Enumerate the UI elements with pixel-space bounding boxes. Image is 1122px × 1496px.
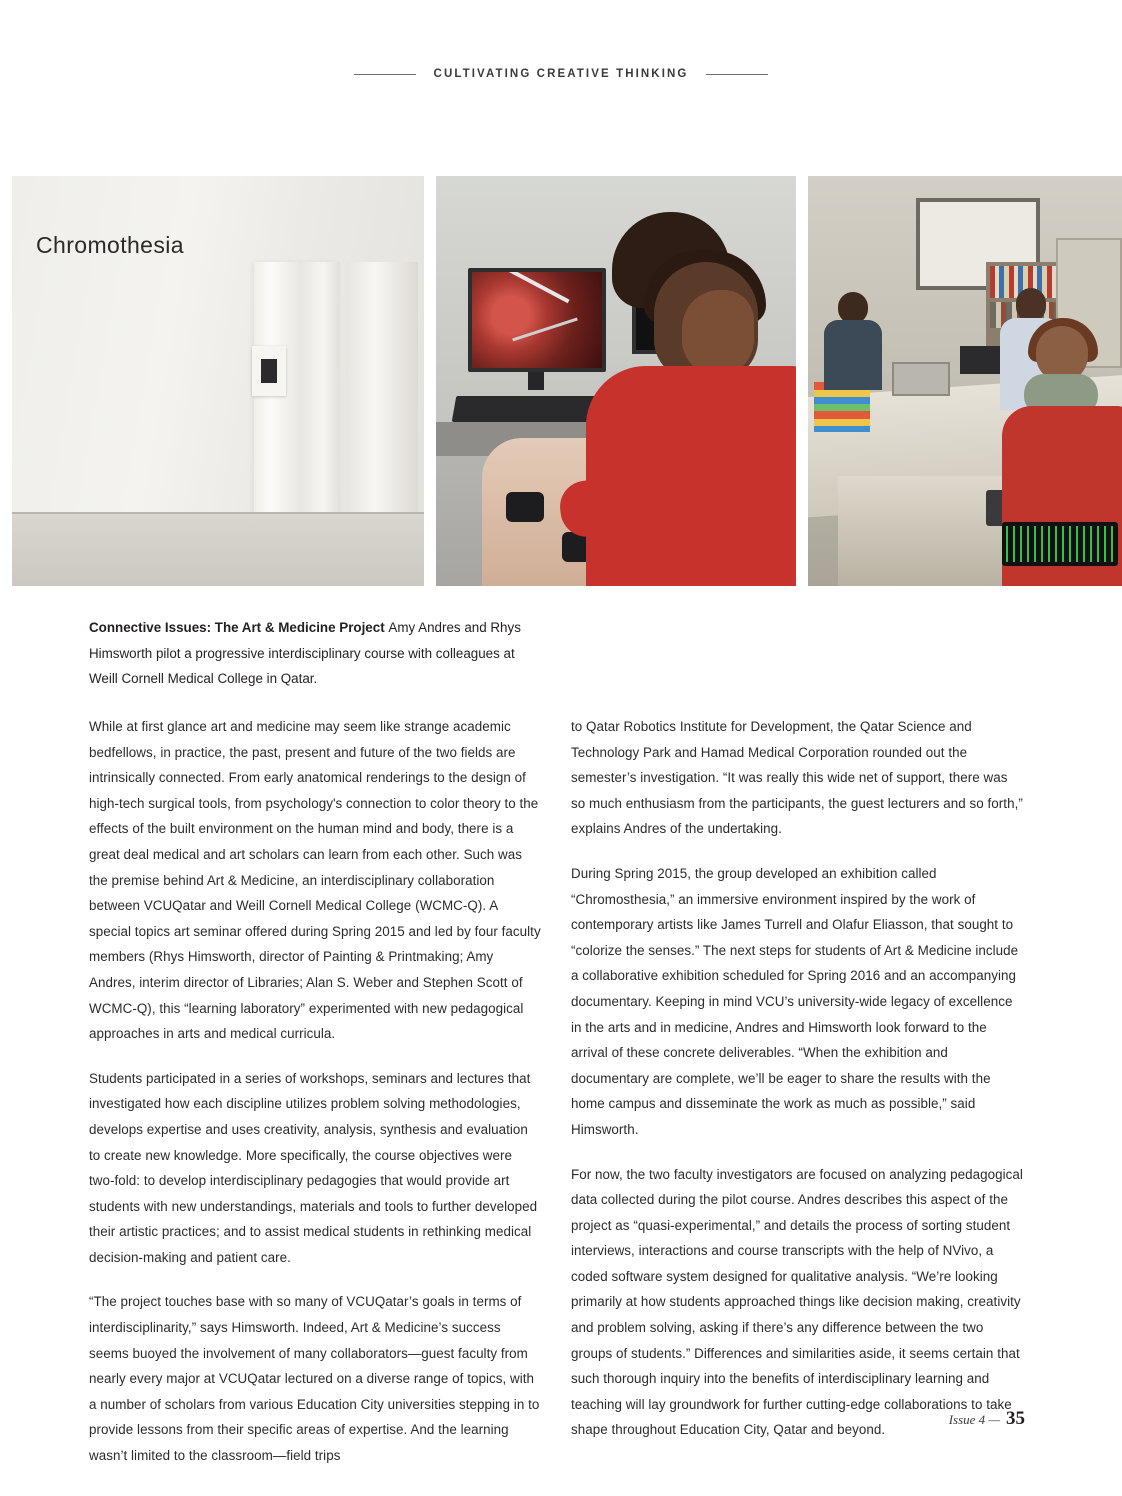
- running-head-text: CULTIVATING CREATIVE THINKING: [433, 68, 689, 80]
- gallery-exhibition-photo: [12, 176, 424, 586]
- desk-monitor: [960, 346, 1000, 374]
- gallery-floor-line: [12, 512, 424, 514]
- student-face: [682, 290, 754, 376]
- monitor-stand: [528, 372, 544, 390]
- exhibition-wall-title: Chromothesia: [36, 232, 184, 258]
- paragraph: to Qatar Robotics Institute for Development, the Qatar Science and Technology Park and Hamad Medical Corporation rounded out the semester’s investigation. “It was really this wide net of support, there was so much enthusiasm from the participants, the guest lecturers and so forth,” explains Andres of the undertaking.: [571, 719, 1023, 837]
- article-subtitle: Amy Andres and Rhys Himsworth pilot a progressive interdisciplinary course with colleagues at Weill Cornell Medical College in Qatar.: [89, 620, 521, 686]
- body-column-left: [89, 714, 541, 1488]
- paragraph: “The project touches base with so many of VCUQatar’s goals in terms of interdisciplinarity,” says Himsworth. Indeed, Art & Medicine’s success seems buoyed the involvement of many collaborators—guest faculty from nearly every major at VCUQatar lectured on a diverse range of topics, with a number of scholars from various Education City universities stepping in to provide lessons from their specific areas of expertise. And the learning wasn’t limited to the classroom—field trips: [89, 1294, 540, 1464]
- running-head: [0, 68, 1122, 80]
- surgical-simulator-photo: [436, 176, 796, 586]
- gallery-floor: [12, 514, 424, 586]
- paragraph: For now, the two faculty investigators are focused on analyzing pedagogical data collected during the pilot course. Andres describes this aspect of the project as “quasi-experimental,” and details the process of sorting student interviews, interactions and course transcripts with the help of NVivo, a coded software system designed for qualitative analysis. “We’re looking primarily at how students approached things like decision making, creativity and problem solving, asking if there’s any difference between the two groups of students.” Differences and similarities aside, it seems certain that such thorough inquiry into the benefits of interdisciplinary learning and teaching will lay groundwork for further cutting-edge collaborations to take shape throughout Education City, Qatar and beyond.: [571, 1166, 1023, 1438]
- laptop: [892, 362, 950, 396]
- paragraph: While at first glance art and medicine may seem like strange academic bedfellows, in practice, the past, present and future of the two fields are intrinsically connected. From early anatomical renderings to the design of high-tech surgical tools, from psychology's connection to color theory to the effects of the built environment on the human mind and body, there is a great deal medical and art scholars can learn from each other. Such was the premise behind Art & Medicine, an interdisciplinary collaboration between VCUQatar and Weill Cornell Medical College (WCMC-Q). A special topics art seminar offered during Spring 2015 and led by four faculty members (Rhys Himsworth, director of Painting & Printmaking; Amy Andres, interim director of Libraries; Alan S. Weber and Stephen Scott of WCMC-Q), this “learning laboratory” experimented with new pedagogical approaches in arts and medical curricula.: [89, 719, 541, 1042]
- waveform-graphic: [1006, 526, 1114, 562]
- article-title: Connective Issues: The Art & Medicine Project: [89, 620, 385, 635]
- body-column-right: [571, 714, 1023, 1462]
- paragraph: During Spring 2015, the group developed an exhibition called “Chromosthesia,” an immersive environment inspired by the work of contemporary artists like James Turrell and Olafur Eliasson, that sought to “colorize the senses.” The next steps for students of Art & Medicine include a collaborative exhibition scheduled for Spring 2016 and an accompanying documentary. Keeping in mind VCU’s university-wide legacy of excellence in the arts and in medicine, Andres and Himsworth look forward to the arrival of these concrete deliverables. “When the exhibition and documentary are complete, we’ll be eager to share the results with the home campus and disseminate the work as much as possible,” said Himsworth.: [571, 865, 1019, 1137]
- issue-label: Issue 4 —: [948, 1412, 1000, 1427]
- folio: [949, 1408, 1025, 1430]
- running-head-rule-right: [706, 74, 768, 75]
- wall-text-paragraph-2: [37, 328, 192, 333]
- laparoscopic-port-1: [506, 492, 544, 522]
- photo-band: [12, 176, 1122, 586]
- participant-left: [824, 292, 882, 388]
- article-deck: [89, 615, 544, 692]
- seminar-room-photo: [808, 176, 1122, 586]
- wall-label-plaque: [252, 346, 286, 396]
- keyboard: [452, 396, 607, 422]
- waveform-display: [1002, 522, 1118, 566]
- page-number: 35: [1006, 1408, 1025, 1429]
- paragraph: Students participated in a series of workshops, seminars and lectures that investigated how each discipline utilizes problem solving methodologies, develops expertise and uses creativity, analysis, synthesis and evaluation to create new knowledge. More specifically, the course objectives were two-fold: to develop interdisciplinary pedagogies that would provide art students with new understandings, materials and tools to further developed their artistic practices; and to assist medical students in rethinking medical decision-making and patient care.: [89, 1070, 538, 1265]
- wall-text-paragraph-1: [37, 268, 192, 273]
- wall-text-paragraph-3: [37, 392, 192, 397]
- gallery-curtain-far: [346, 262, 418, 532]
- running-head-rule-left: [354, 74, 416, 75]
